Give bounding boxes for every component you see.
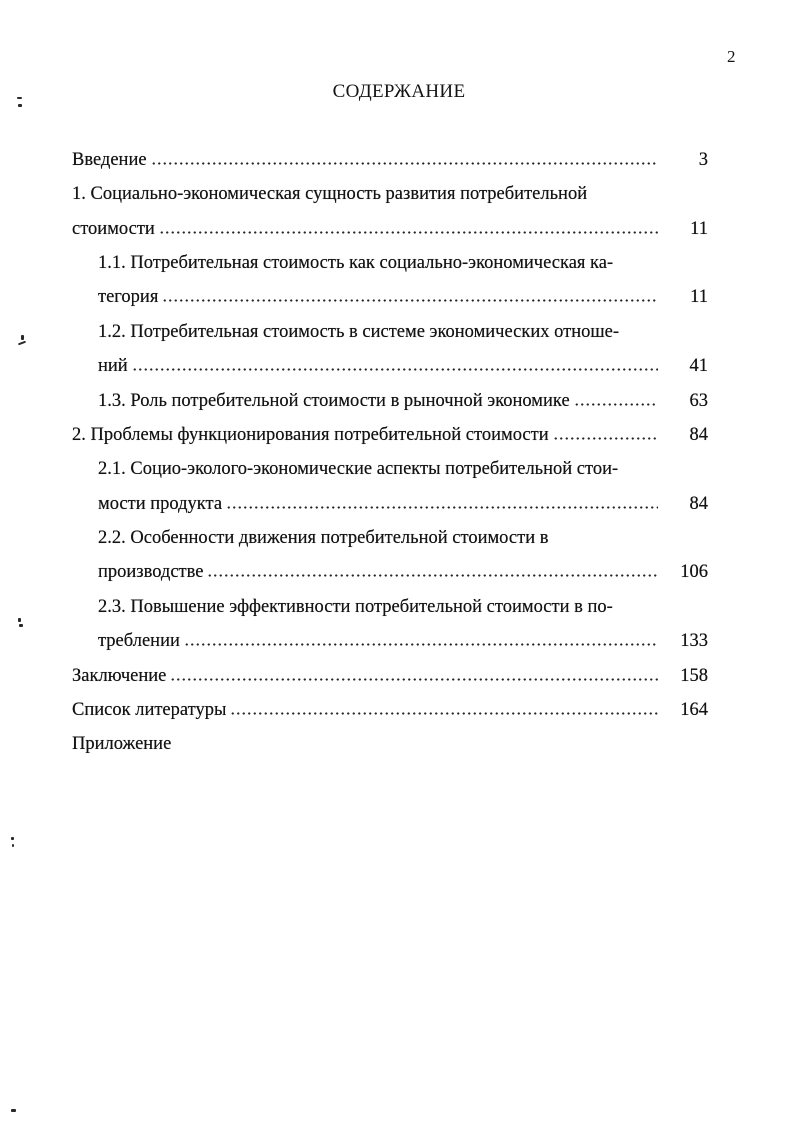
leader-dots [230,705,658,715]
leader-dots [184,636,658,646]
entry-title-line [72,212,708,246]
scan-speck [12,844,14,847]
entry-page-number: 63 [689,390,708,411]
leader-dots [553,430,658,440]
entry-title-line [72,521,708,555]
scan-speck [18,341,26,346]
entry-title-continuation: стоимости [72,218,155,239]
entry-title: 1.3. Роль потребительной стоимости в рыночной экономике [98,390,570,411]
leader-dots [226,499,658,509]
entry-page-number: 3 [698,149,708,170]
toc-entry-section-2-1 [72,452,708,521]
entry-title-continuation: треблении [98,631,180,652]
entry-title-line [72,590,708,624]
entry-title-continuation: мости продукта [98,493,223,514]
toc-entry-appendix [72,727,708,761]
entry-title-line [72,349,708,383]
entry-title-line [72,315,708,349]
entry-title-line [72,555,708,589]
entry-page-number: 11 [690,287,708,308]
leader-dots [170,671,658,681]
leader-dots [574,396,658,406]
table-of-contents [72,143,708,762]
scan-speck [18,618,21,622]
scan-speck [19,624,23,627]
entry-title: 2. Проблемы функционирования потребительной стоимости [72,424,549,445]
entry-title: 1. Социально-экономическая сущность развития потребительной [72,184,588,205]
scan-speck [11,837,14,840]
entry-title-continuation: производстве [98,562,204,583]
scan-speck [11,1109,16,1112]
entry-page-number: 158 [680,665,708,686]
toc-entry-section-1-2 [72,315,708,384]
entry-title-line [72,246,708,280]
scan-speck [21,335,24,340]
entry-title: 1.2. Потребительная стоимость в системе экономических отноше- [98,321,619,342]
entry-title: Заключение [72,665,167,686]
leader-dots [162,292,658,302]
leader-dots [151,155,658,165]
page-title: СОДЕРЖАНИЕ [332,81,466,102]
entry-title: 2.1. Социо-эколого-экономические аспекты потребительной стои- [98,459,619,480]
entry-page-number: 84 [689,424,708,445]
toc-entry-chapter-1 [72,177,708,246]
toc-entry-section-1-3 [72,384,708,418]
toc-entry-section-2-2 [72,521,708,590]
entry-title-continuation: ний [98,356,128,377]
entry-title: 2.2. Особенности движения потребительной стоимости в [98,528,549,549]
toc-entry-conclusion [72,659,708,693]
entry-page-number: 133 [680,631,708,652]
entry-page-number: 106 [680,562,708,583]
entry-title-continuation: тегория [98,287,159,308]
entry-page-number: 84 [689,493,708,514]
entry-title: 1.1. Потребительная стоимость как социально-экономическая ка- [98,252,614,273]
entry-page-number: 41 [689,356,708,377]
entry-page-number: 11 [690,218,708,239]
entry-title: Приложение [72,734,172,755]
entry-title-line [72,280,708,314]
entry-title-line [72,487,708,521]
entry-title: Введение [72,149,147,170]
toc-entry-references [72,693,708,727]
entry-title-line [72,452,708,486]
leader-dots [159,224,658,234]
page-number: 2 [727,47,736,66]
entry-title: 2.3. Повышение эффективности потребительной стоимости в по- [98,596,613,617]
entry-title-line [72,177,708,211]
toc-entry-chapter-2 [72,418,708,452]
toc-entry-section-1-1 [72,246,708,315]
leader-dots [132,361,658,371]
entry-page-number: 164 [680,700,708,721]
entry-title: Список литературы [72,700,227,721]
leader-dots [207,567,658,577]
toc-entry-section-2-3 [72,590,708,659]
entry-title-line [72,624,708,658]
toc-entry-introduction [72,143,708,177]
